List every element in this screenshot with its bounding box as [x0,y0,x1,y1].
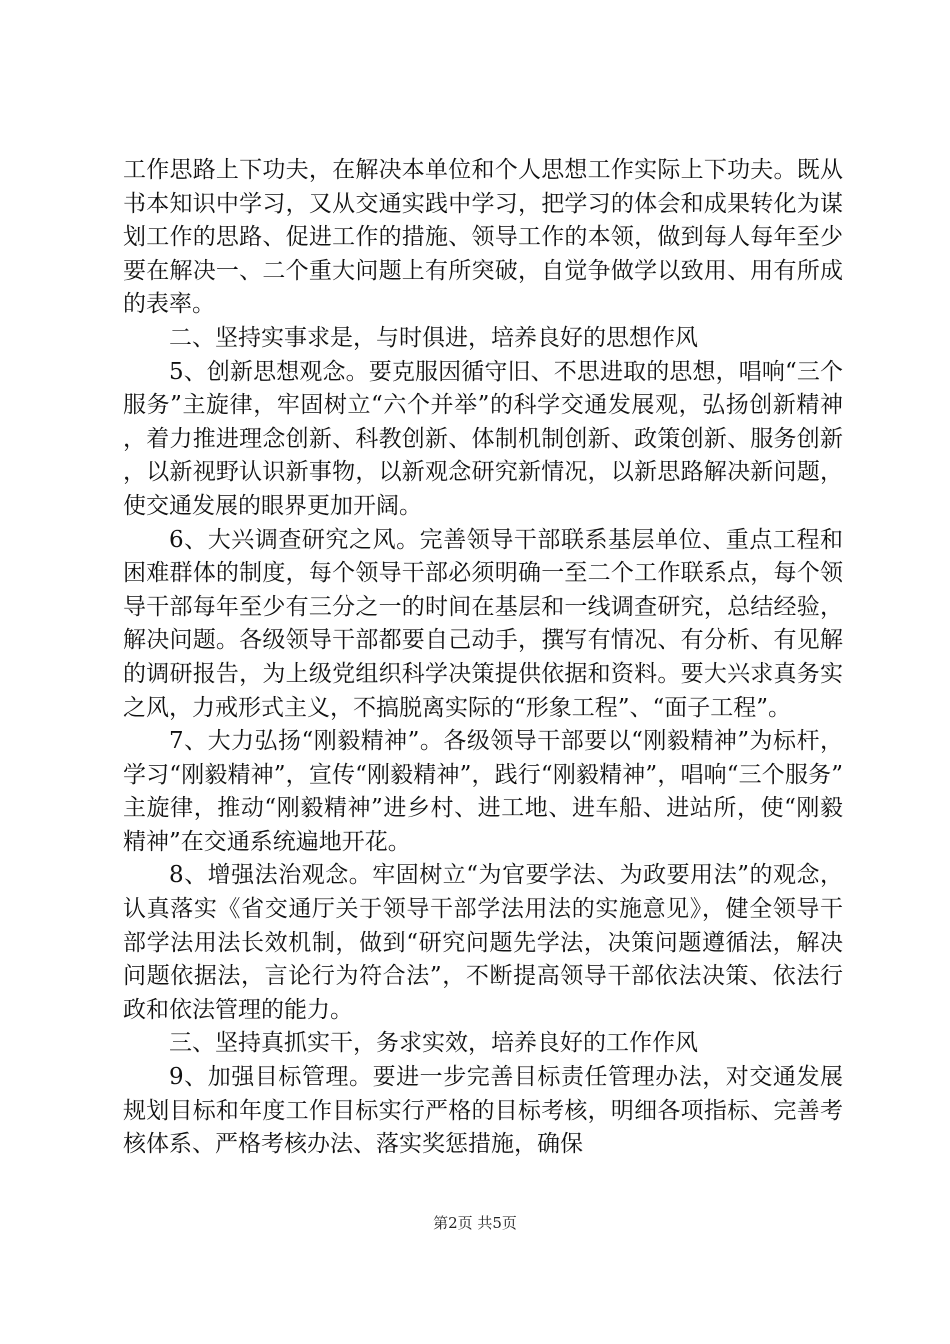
section-heading-3: 三、坚持真抓实干，务求实效，培养良好的工作作风 [169,1030,698,1057]
paragraph-continuation: 工作思路上下功夫，在解决本单位和个人思想工作实际上下功夫。既从书本知识中学习，又从交通实践中学习，把学习的体会和成果转化为谋划工作的思路、促进工作的措施、领导工作的本领，做到每人每年至少要在解决一、二个重大问题上有所突破，自觉争做学以致用、用有所成的表率。 [123,157,843,318]
paragraph-item-9: 9、加强目标管理。要进一步完善目标责任管理办法，对交通发展规划目标和年度工作目标实行严格的目标考核，明细各项指标、完善考核体系、严格考核办法、落实奖惩措施，确保 [123,1064,843,1158]
paragraph-item-8: 8、增强法治观念。牢固树立“为官要学法、为政要用法”的观念，认真落实《省交通厅关于领导干部学法用法的实施意见》，健全领导干部学法用法长效机制，做到“研究问题先学法，决策问题遵循法，解决问题依据法，言论行为符合法”，不断提高领导干部依法决策、依法行政和依法管理的能力。 [123,862,843,1023]
paragraph-item-5: 5、创新思想观念。要克服因循守旧、不思进取的思想，唱响“三个服务”主旋律，牢固树立“六个并举”的科学交通发展观，弘扬创新精神，着力推进理念创新、科教创新、体制机制创新、政策创新、服务创新，以新视野认识新事物，以新观念研究新情况，以新思路解决新问题，使交通发展的眼界更加开阔。 [123,358,843,519]
paragraph-item-7: 7、大力弘扬“刚毅精神”。各级领导干部要以“刚毅精神”为标杆，学习“刚毅精神”，宣传“刚毅精神”，践行“刚毅精神”，唱响“三个服务”主旋律，推动“刚毅精神”进乡村、进工地、进车船、进站所，使“刚毅精神”在交通系统遍地开花。 [123,728,843,855]
page-footer: 第2页 共5页 [433,1214,517,1232]
document-body [123,154,843,1162]
section-heading-2: 二、坚持实事求是，与时俱进，培养良好的思想作风 [169,324,698,351]
paragraph-item-6: 6、大兴调查研究之风。完善领导干部联系基层单位、重点工程和困难群体的制度，每个领导干部必须明确一至二个工作联系点，每个领导干部每年至少有三分之一的时间在基层和一线调查研究，总结经验，解决问题。各级领导干部都要自己动手，撰写有情况、有分析、有见解的调研报告，为上级党组织科学决策提供依据和资料。要大兴求真务实之风，力戒形式主义，不搞脱离实际的“形象工程”、“面子工程”。 [123,526,843,721]
